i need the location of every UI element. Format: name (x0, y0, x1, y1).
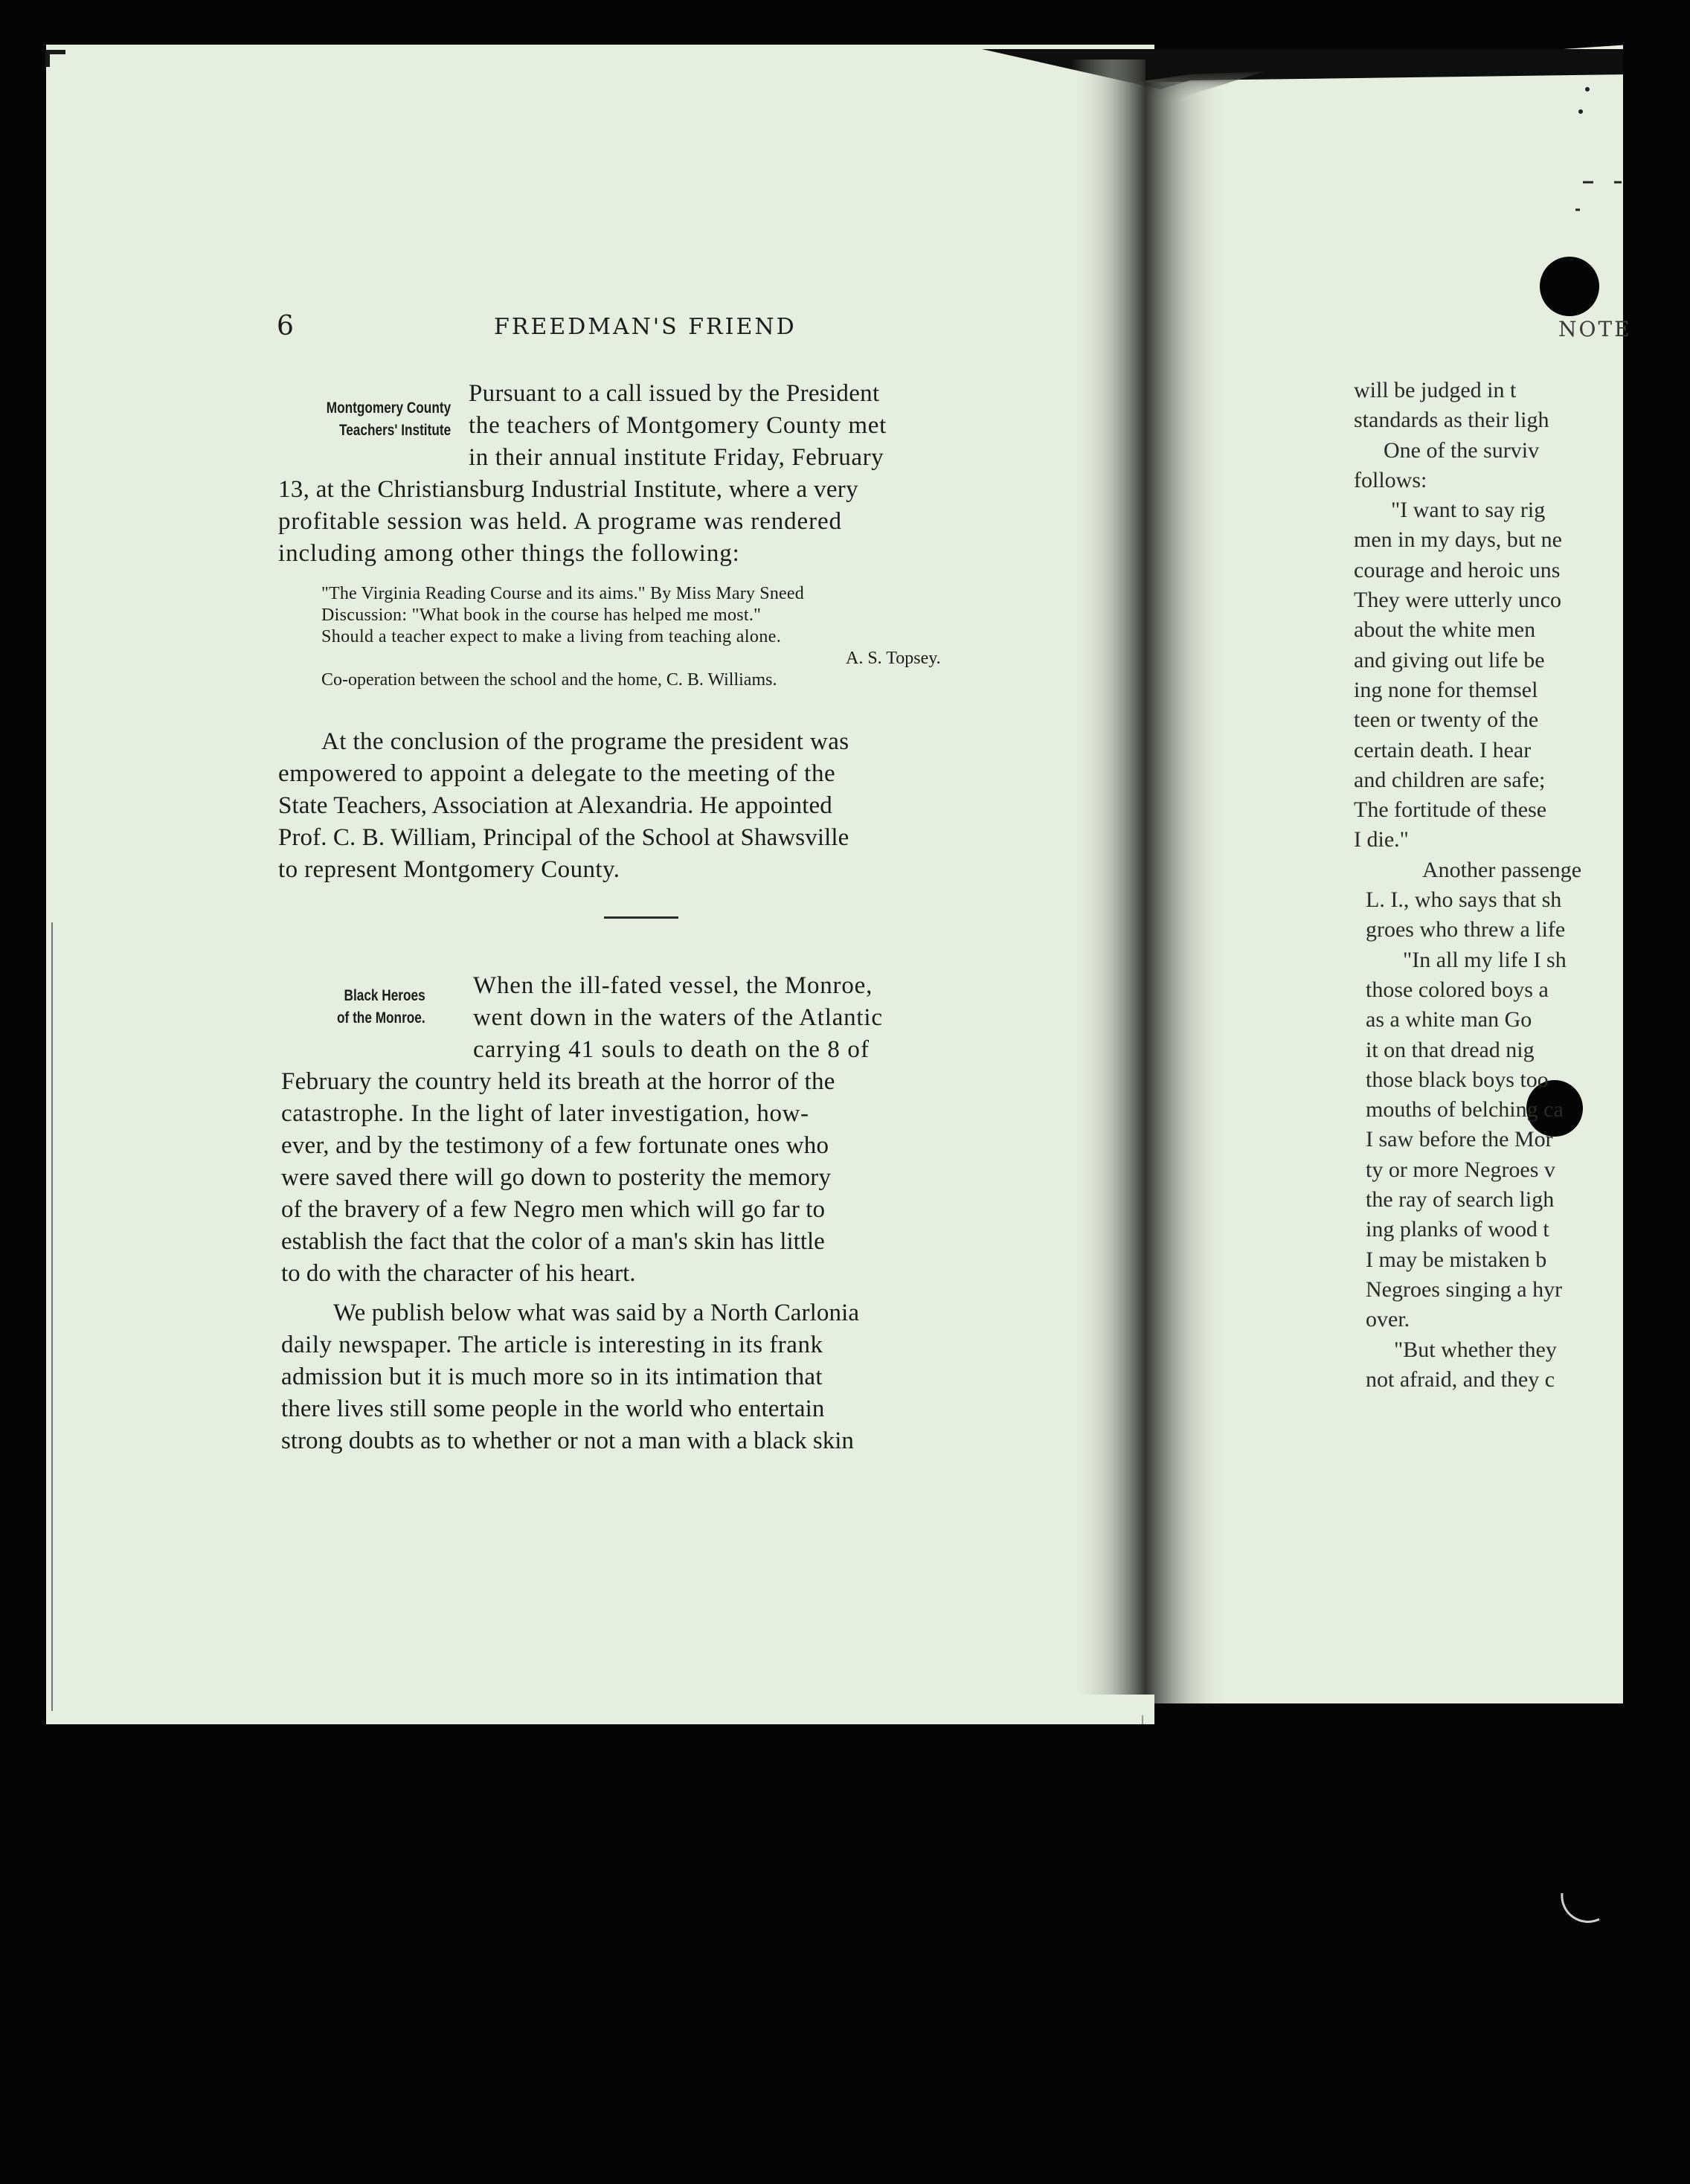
text-line: establish the fact that the color of a man's skin has little (281, 1228, 825, 1255)
text-line: of the bravery of a few Negro men which will go far to (281, 1196, 826, 1223)
right-text-line: They were utterly unco (1354, 588, 1562, 613)
right-text-line: "I want to say rig (1391, 498, 1546, 523)
right-page-text (1354, 376, 1581, 1395)
text-line: catastrophe. In the light of later investigation, how- (281, 1100, 809, 1127)
text-line: strong doubts as to whether or not a man with a black skin (281, 1427, 854, 1454)
text-line: carrying 41 souls to death on the 8 of (473, 1036, 870, 1063)
programme-list (321, 583, 941, 691)
right-text-line: over. (1366, 1307, 1410, 1332)
text-line: At the conclusion of the programe the president was (321, 728, 849, 755)
right-text-line: I die." (1354, 827, 1409, 852)
programme-item: Co-operation between the school and the home, C. B. Williams. (321, 670, 777, 690)
punch-hole-top (1540, 257, 1599, 316)
text-line: profitable session was held. A programe was rendered (278, 508, 842, 535)
text-line: to do with the character of his heart. (281, 1260, 636, 1287)
text-line: Prof. C. B. William, Principal of the School at Shawsville (278, 824, 849, 851)
programme-item: A. S. Topsey. (846, 649, 941, 668)
paper-right-edge (1623, 45, 1668, 2135)
right-text-line: mouths of belching ca (1366, 1097, 1564, 1122)
right-text-line: I may be mistaken b (1366, 1247, 1547, 1272)
section-separator (604, 916, 678, 919)
right-text-line: courage and heroic uns (1354, 557, 1561, 582)
conclusion-paragraph (278, 726, 849, 886)
text-line: in their annual institute Friday, February (469, 444, 884, 471)
text-line: the teachers of Montgomery County met (469, 412, 887, 439)
text-line: including among other things the following: (278, 540, 740, 567)
side-heading-institute (327, 397, 451, 442)
text-line: State Teachers, Association at Alexandria. He appointed (278, 792, 832, 819)
right-text-line: those colored boys a (1366, 977, 1549, 1002)
institute-paragraph-indented (469, 378, 887, 474)
right-text-line: teen or twenty of the (1354, 707, 1539, 733)
right-text-line: certain death. I hear (1354, 737, 1532, 762)
side-heading-line: Teachers' Institute (338, 422, 451, 439)
right-text-line: as a white man Go (1366, 1007, 1532, 1032)
black-band-bottom (46, 1703, 1623, 2135)
programme-item: "The Virginia Reading Course and its aims." By Miss Mary Sneed (321, 584, 804, 603)
right-running-head: NOTE (1558, 317, 1632, 341)
side-heading-line: Black Heroes (344, 987, 425, 1004)
right-text-line: I saw before the Mor (1366, 1127, 1553, 1152)
right-text-line: men in my days, but ne (1354, 527, 1562, 553)
text-line: February the country held its breath at the horror of the (281, 1068, 835, 1095)
right-text-line: and giving out life be (1354, 647, 1545, 672)
side-heading-line: of the Monroe. (337, 1009, 425, 1027)
right-text-line: not afraid, and they c (1366, 1366, 1555, 1392)
text-line: Pursuant to a call issued by the President (469, 380, 880, 407)
right-text-line: follows: (1354, 467, 1427, 492)
right-page-column (1146, 372, 1623, 1473)
text-line: daily newspaper. The article is interesting in its frank (281, 1332, 823, 1358)
right-text-line: Another passenge (1422, 857, 1582, 882)
institute-paragraph-full (278, 474, 858, 570)
programme-item: Should a teacher expect to make a living from teaching alone. (321, 627, 782, 646)
right-text-line: groes who threw a life (1366, 917, 1566, 942)
page-number: 6 (277, 311, 294, 341)
right-text-line: standards as their ligh (1354, 408, 1549, 433)
right-text-line: those black boys too (1366, 1067, 1549, 1092)
programme-item: Discussion: "What book in the course has helped me most." (321, 606, 762, 625)
text-line: to represent Montgomery County. (278, 856, 620, 883)
right-text-line: "But whether they (1394, 1337, 1557, 1362)
running-head: FREEDMAN'S FRIEND (494, 314, 797, 340)
text-line: 13, at the Christiansburg Industrial Institute, where a very (278, 476, 858, 503)
gutter-left-shadow (1071, 60, 1146, 1718)
side-heading-monroe (337, 985, 425, 1030)
text-line: there lives still some people in the world who entertain (281, 1395, 825, 1422)
right-text-line: ty or more Negroes v (1366, 1157, 1555, 1182)
right-text-line: L. I., who says that sh (1366, 887, 1562, 913)
side-heading-line: Montgomery County (326, 399, 451, 417)
right-text-line: the ray of search ligh (1366, 1187, 1555, 1213)
right-text-line: "In all my life I sh (1403, 947, 1567, 972)
right-text-line: about the white men (1354, 617, 1536, 643)
right-text-line: ing none for themsel (1354, 677, 1538, 702)
right-text-line: One of the surviv (1384, 437, 1540, 463)
right-text-line: Negroes singing a hyr (1366, 1276, 1563, 1302)
right-text-line: ing planks of wood t (1366, 1217, 1549, 1242)
right-text-line: The fortitude of these (1354, 797, 1547, 823)
monroe-paragraph-full (281, 1066, 835, 1290)
text-line: admission but it is much more so in its intimation that (281, 1364, 823, 1390)
right-text-line: it on that dread nig (1366, 1037, 1535, 1062)
monroe-paragraph-indented (473, 970, 883, 1066)
text-line: When the ill-fated vessel, the Monroe, (473, 972, 873, 999)
text-line: were saved there will go down to posterity the memory (281, 1164, 832, 1191)
right-text-line: will be judged in t (1354, 378, 1517, 402)
text-line: We publish below what was said by a North Carlonia (333, 1300, 860, 1326)
text-line: empowered to appoint a delegate to the meeting of the (278, 760, 836, 787)
right-text-line: and children are safe; (1354, 767, 1546, 792)
text-line: ever, and by the testimony of a few fortunate ones who (281, 1132, 829, 1159)
left-page-lower-edge (46, 1695, 1154, 1724)
text-line: went down in the waters of the Atlantic (473, 1004, 883, 1031)
newspaper-paragraph (281, 1297, 859, 1457)
